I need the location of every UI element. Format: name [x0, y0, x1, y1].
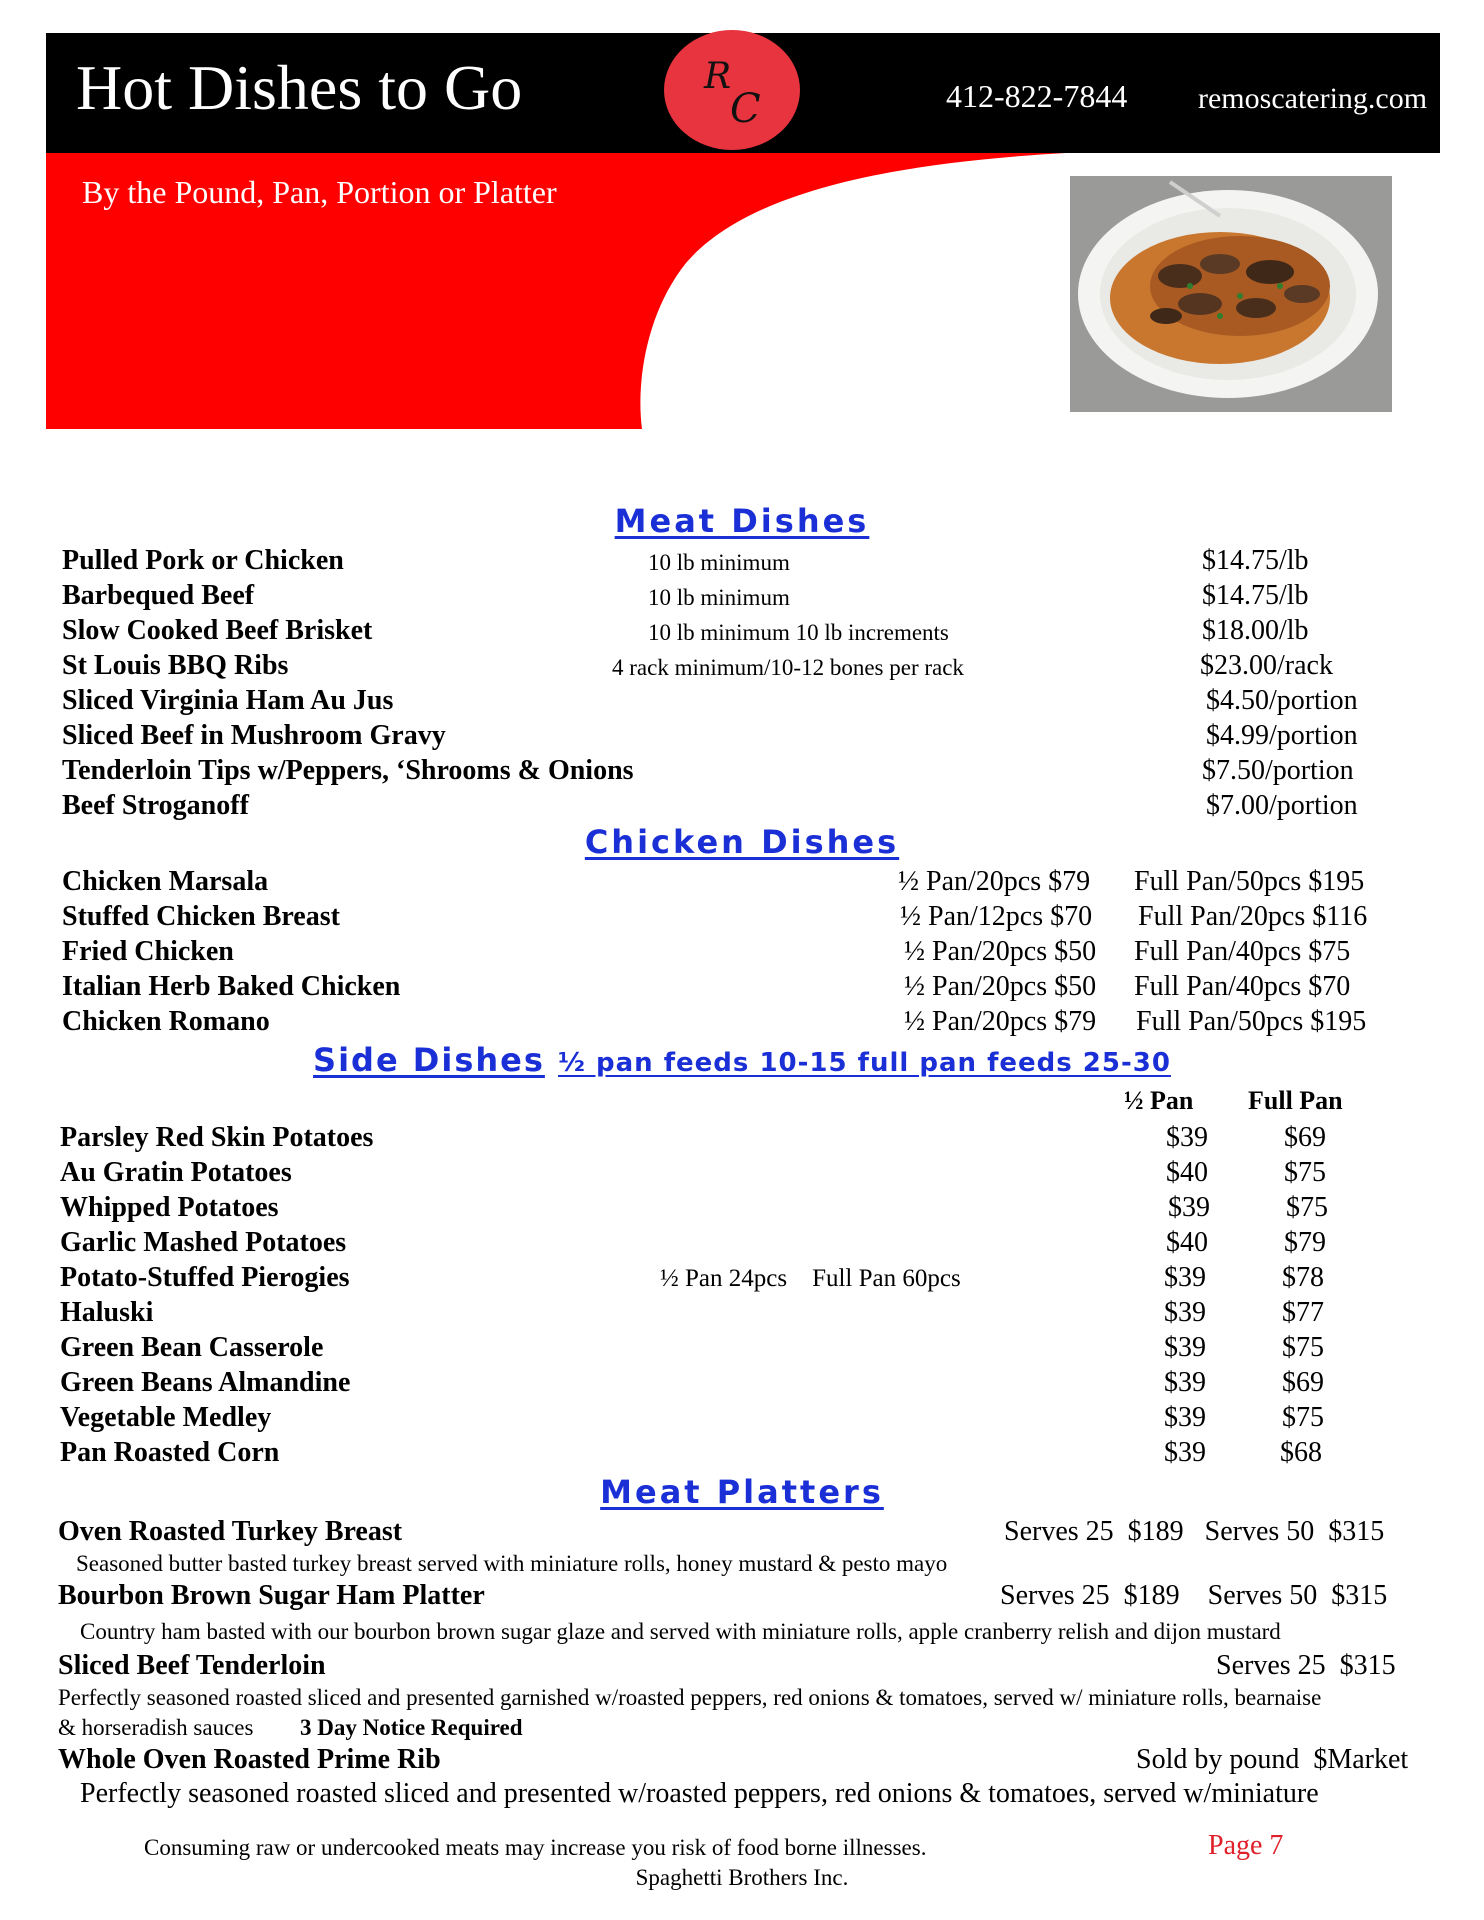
platter-item-desc: Perfectly seasoned roasted sliced and presented w/roasted peppers, red onions & tomatoes, served w/miniature [80, 1778, 1319, 1809]
chicken-item-half-pan: ½ Pan/20pcs $50 [904, 936, 1097, 967]
platter-item-name: Sliced Beef Tenderloin [58, 1650, 326, 1681]
chicken-item-name: Chicken Marsala [62, 866, 269, 897]
side-item-half: $39 [1166, 1122, 1208, 1153]
side-item-note: ½ Pan 24pcs Full Pan 60pcs [660, 1265, 961, 1292]
side-item-half: $39 [1164, 1367, 1206, 1398]
side-item-full: $75 [1286, 1192, 1328, 1223]
side-item-half: $40 [1166, 1227, 1208, 1258]
side-item-name: Parsley Red Skin Potatoes [60, 1122, 374, 1153]
meat-item-price: $7.50/portion [1202, 755, 1354, 786]
meat-item-price: $4.50/portion [1206, 685, 1358, 716]
meat-item-price: $14.75/lb [1202, 545, 1309, 576]
meat-item-price: $4.99/portion [1206, 720, 1358, 751]
side-item-half: $40 [1166, 1157, 1208, 1188]
side-item-full: $75 [1282, 1332, 1324, 1363]
chicken-item-half-pan: ½ Pan/20pcs $79 [904, 1006, 1097, 1037]
side-item-name: Au Gratin Potatoes [60, 1157, 292, 1188]
platter-item-name: Whole Oven Roasted Prime Rib [58, 1744, 441, 1775]
chicken-item-half-pan: ½ Pan/20pcs $50 [904, 971, 1097, 1002]
meat-item-name: St Louis BBQ Ribs [62, 650, 289, 681]
notice-required: 3 Day Notice Required [300, 1715, 523, 1740]
meat-item-note: 10 lb minimum [648, 550, 790, 575]
side-item-full: $75 [1282, 1402, 1324, 1433]
svg-text:R: R [704, 56, 732, 97]
svg-text:C: C [730, 86, 761, 132]
platter-item-price: Serves 25 $189 Serves 50 $315 [1000, 1580, 1388, 1611]
chicken-item-half-pan: ½ Pan/20pcs $79 [898, 866, 1091, 897]
meat-item-name: Beef Stroganoff [62, 790, 249, 821]
meat-item-price: $14.75/lb [1202, 580, 1309, 611]
platter-item-price: Serves 25 $189 Serves 50 $315 [1004, 1516, 1385, 1547]
side-item-full: $68 [1280, 1437, 1322, 1468]
meat-item-price: $7.00/portion [1206, 790, 1358, 821]
chicken-item-full-pan: Full Pan/50pcs $195 [1136, 1006, 1367, 1037]
side-item-full: $78 [1282, 1262, 1324, 1293]
chicken-item-half-pan: ½ Pan/12pcs $70 [900, 901, 1093, 932]
side-item-half: $39 [1164, 1332, 1206, 1363]
chicken-item-full-pan: Full Pan/40pcs $70 [1134, 971, 1351, 1002]
meat-item-price: $23.00/rack [1200, 650, 1333, 681]
meat-item-name: Sliced Beef in Mushroom Gravy [62, 720, 446, 751]
side-item-full: $69 [1284, 1122, 1326, 1153]
chicken-item-name: Chicken Romano [62, 1006, 270, 1037]
column-header-full-pan: Full Pan [1248, 1086, 1343, 1115]
footer-company: Spaghetti Brothers Inc. [635, 1865, 849, 1890]
chicken-item-name: Italian Herb Baked Chicken [62, 971, 401, 1002]
rc-logo [664, 30, 800, 150]
section-title-chicken-dishes: Chicken Dishes [584, 823, 900, 861]
platter-item-desc: Country ham basted with our bourbon brown sugar glaze and served with miniature rolls, apple cranberry relish and dijon mustard [80, 1619, 1281, 1644]
meat-item-note: 10 lb minimum 10 lb increments [648, 620, 949, 645]
meat-item-note: 4 rack minimum/10-12 bones per rack [612, 655, 964, 680]
section-title-meat-platters: Meat Platters [600, 1473, 884, 1511]
side-item-half: $39 [1164, 1437, 1206, 1468]
chicken-item-full-pan: Full Pan/50pcs $195 [1134, 866, 1365, 897]
side-item-name: Haluski [60, 1297, 154, 1328]
meat-item-note: 10 lb minimum [648, 585, 790, 610]
platter-item-name: Oven Roasted Turkey Breast [58, 1516, 403, 1547]
platter-item-desc: Seasoned butter basted turkey breast served with miniature rolls, honey mustard & pesto mayo [76, 1551, 948, 1576]
meat-item-name: Barbequed Beef [62, 580, 255, 611]
platter-item-price: Sold by pound $Market [1136, 1744, 1409, 1775]
meat-item-name: Tenderloin Tips w/Peppers, ‘Shrooms & Onions [62, 755, 634, 786]
page-title: Hot Dishes to Go [76, 52, 523, 123]
side-dishes-subtitle: ½ pan feeds 10-15 full pan feeds 25-30 [558, 1048, 1171, 1078]
side-item-name: Vegetable Medley [60, 1402, 272, 1433]
meat-item-name: Slow Cooked Beef Brisket [62, 615, 373, 646]
footer-warning: Consuming raw or undercooked meats may increase you risk of food borne illnesses. [144, 1835, 927, 1860]
chicken-item-name: Stuffed Chicken Breast [62, 901, 340, 932]
side-item-full: $69 [1282, 1367, 1324, 1398]
side-item-half: $39 [1168, 1192, 1210, 1223]
side-item-full: $79 [1284, 1227, 1326, 1258]
platter-item-name: Bourbon Brown Sugar Ham Platter [58, 1580, 485, 1611]
meat-item-name: Sliced Virginia Ham Au Jus [62, 685, 394, 716]
platter-item-price: Serves 25 $315 [1216, 1650, 1396, 1681]
food-photo [1070, 176, 1392, 412]
platter-item-desc-line2: & horseradish sauces [58, 1715, 254, 1740]
meat-item-price: $18.00/lb [1202, 615, 1309, 646]
side-item-half: $39 [1164, 1402, 1206, 1433]
tagline: By the Pound, Pan, Portion or Platter [82, 174, 557, 210]
side-item-name: Garlic Mashed Potatoes [60, 1227, 347, 1258]
side-item-half: $39 [1164, 1262, 1206, 1293]
chicken-item-full-pan: Full Pan/40pcs $75 [1134, 936, 1351, 967]
side-item-name: Pan Roasted Corn [60, 1437, 280, 1468]
section-title-side-dishes: Side Dishes ½ pan feeds 10-15 full pan feeds 25-30 [313, 1041, 1171, 1079]
side-item-name: Green Beans Almandine [60, 1367, 351, 1398]
meat-item-name: Pulled Pork or Chicken [62, 545, 344, 576]
website-link[interactable]: remoscatering.com [1198, 82, 1428, 115]
phone-number: 412-822-7844 [946, 78, 1128, 114]
side-item-full: $77 [1282, 1297, 1324, 1328]
column-header-half-pan: ½ Pan [1124, 1086, 1194, 1115]
page-number: Page 7 [1208, 1830, 1284, 1861]
side-item-name: Green Bean Casserole [60, 1332, 324, 1363]
side-item-full: $75 [1284, 1157, 1326, 1188]
section-title-meat-dishes: Meat Dishes [614, 502, 870, 540]
side-item-name: Whipped Potatoes [60, 1192, 279, 1223]
chicken-item-full-pan: Full Pan/20pcs $116 [1138, 901, 1368, 932]
platter-item-desc: Perfectly seasoned roasted sliced and presented garnished w/roasted peppers, red onions & tomatoes, served w/ miniature rolls, bearnaise [58, 1685, 1322, 1710]
chicken-item-name: Fried Chicken [62, 936, 234, 967]
side-item-half: $39 [1164, 1297, 1206, 1328]
side-item-name: Potato-Stuffed Pierogies [60, 1262, 350, 1293]
